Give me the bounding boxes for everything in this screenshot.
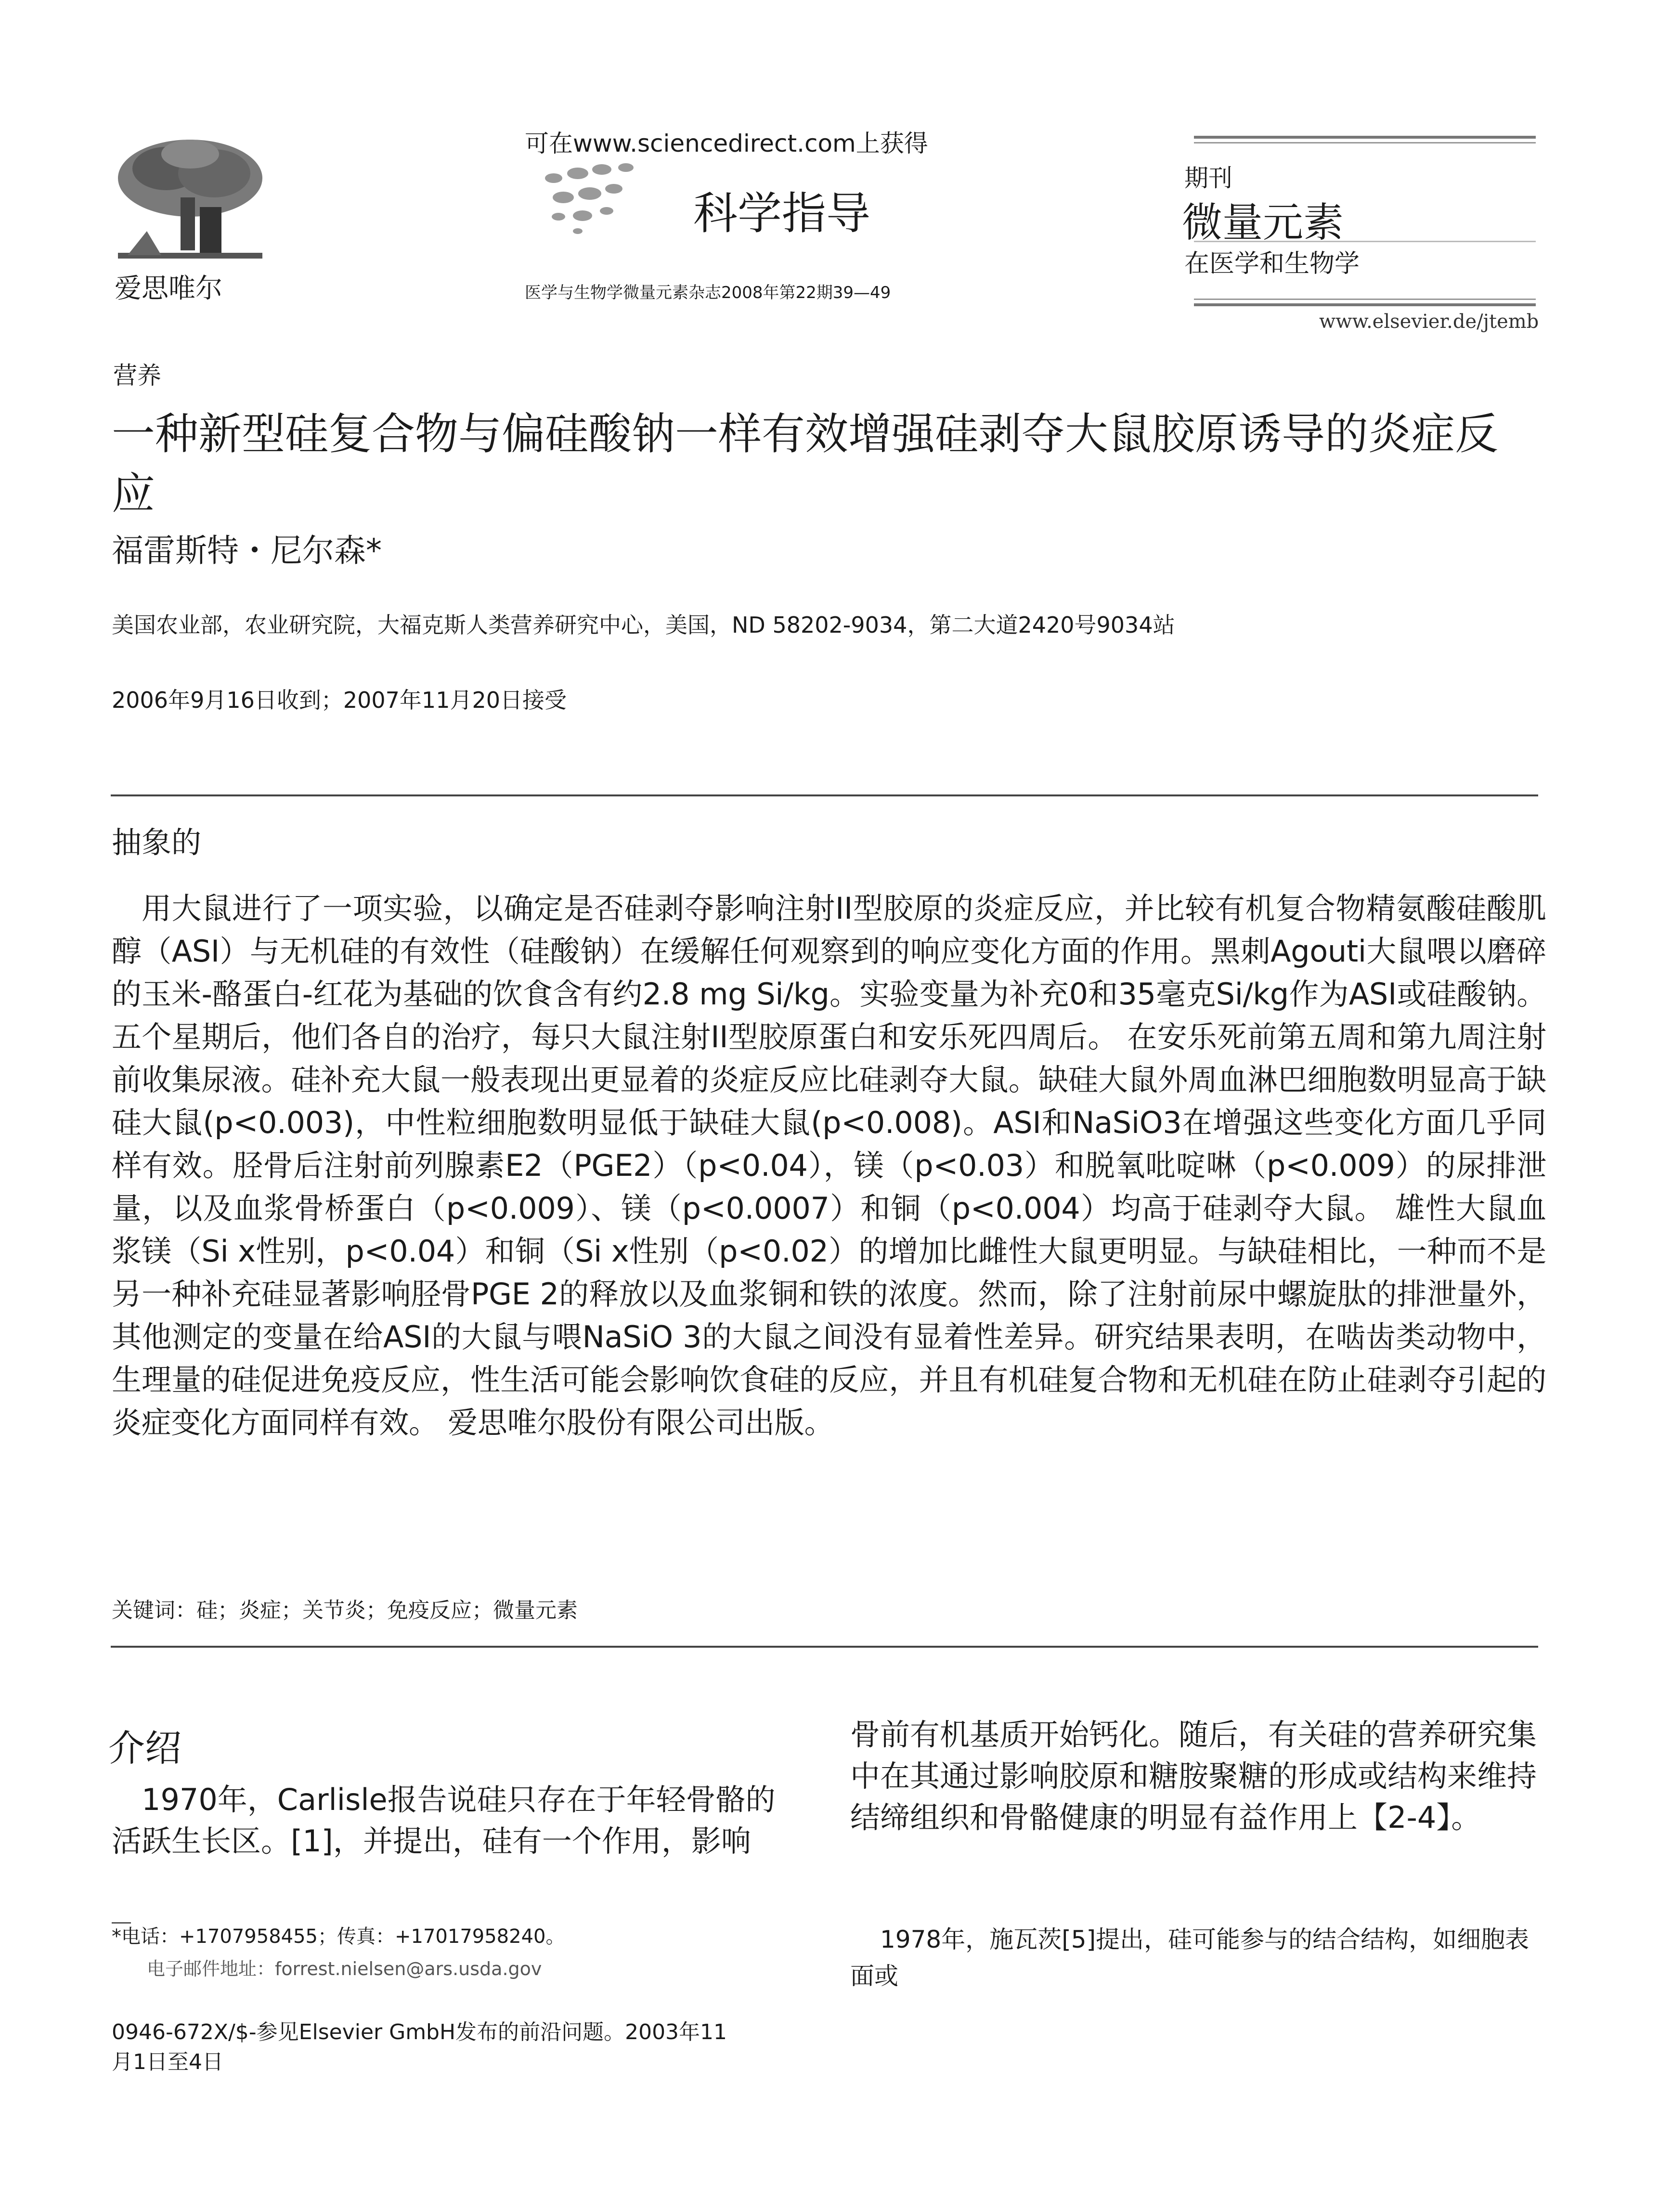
journal-label: 期刊 [1184, 164, 1232, 192]
section-label: 营养 [113, 362, 161, 390]
abstract-heading: 抽象的 [112, 825, 202, 860]
intro-paragraph-right: 骨前有机基质开始钙化。随后，有关硅的营养研究集中在其通过影响胶原和糖胺聚糖的形成或结构来维持结缔组织和骨骼健康的明显有益作用上【2-4】。 [850, 1717, 1537, 1835]
footnote-contact: *电话：+1707958455；传真：+17017958240。 [112, 1926, 565, 1948]
journal-box-rule [1194, 299, 1536, 300]
author-name: 福雷斯特・尼尔森* [112, 532, 382, 569]
issn-note: 0946-672X/$-参见Elsevier GmbH发布的前沿问题。2003年11月1日至4日 [112, 2020, 727, 2074]
abstract-body: 用大鼠进行了一项实验，以确定是否硅剥夺影响注射II型胶原的炎症反应，并比较有机复合物精氨酸硅酸肌醇（ASI）与无机硅的有效性（硅酸钠）在缓解任何观察到的响应变化方面的作用。黑刺Agouti大鼠喂以磨碎的玉米-酪蛋白-红花为基础的饮食含有约2.8 mg Si/kg。实验变量为补充0和35毫克Si/kg作为ASI或硅酸钠。五个星期后，他们各自的治疗，每只大鼠注射II型胶原蛋白和安乐死四周后。 在安乐死前第五周和第九周注射前收集尿液。硅补充大鼠一般表现出更显着的炎症反应比硅剥夺大鼠。缺硅大鼠外周血淋巴细胞数明显高于缺硅大鼠(p<0.003)，中性粒细胞数明显低于缺硅大鼠(p<0.008)。ASI和NaSiO3在增强这些变化方面几乎同样有效。胫骨后注射前列腺素E2（PGE2）（p<0.04），镁（p<0.03）和脱氧吡啶啉（p<0.009）的尿排泄量，以及血浆骨桥蛋白（p<0.009）、镁（p<0.0007）和铜（p<0.004）均高于硅剥夺大鼠。 雄性大鼠血浆镁（Si x性别，p<0.04）和铜（Si x性别（p<0.02）的增加比雌性大鼠更明显。与缺硅相比，一种而不是另一种补充硅显著影响胫骨PGE 2的释放以及血浆铜和铁的浓度。然而，除了注射前尿中螺旋肽的排泄量外，其他测定的变量在给ASI的大鼠与喂NaSiO 3的大鼠之间没有显着性差异。研究结果表明，在啮齿类动物中，生理量的硅促进免疫反应，性生活可能会影响饮食硅的反应，并且有机硅复合物和无机硅在防止硅剥夺引起的炎症变化方面同样有效。 爱思唯尔股份有限公司出版。 [112, 891, 1546, 1440]
journal-title: 微量元素 [1182, 199, 1344, 246]
intro-paragraph-right-2: 1978年，施瓦茨[5]提出，硅可能参与的结合结构，如细胞表面或 [850, 1926, 1529, 1990]
received-accepted-dates: 2006年9月16日收到；2007年11月20日接受 [112, 687, 567, 713]
journal-box-rule [1194, 136, 1536, 139]
sciencedirect-dots-icon [534, 159, 650, 241]
keywords: 关键词：硅；炎症；关节炎；免疫反应；微量元素 [112, 1598, 578, 1623]
elsevier-tree-logo [108, 135, 272, 274]
intro-heading: 介绍 [108, 1727, 181, 1770]
sciencedirect-brand: 科学指导 [693, 188, 871, 239]
journal-citation: 医学与生物学微量元素杂志2008年第22期39—49 [525, 283, 891, 302]
journal-subtitle: 在医学和生物学 [1184, 249, 1360, 278]
journal-box-rule [1194, 303, 1536, 306]
sciencedirect-availability: 可在www.sciencedirect.com上获得 [525, 130, 928, 157]
abstract-top-rule [111, 794, 1538, 796]
publisher-name: 爱思唯尔 [115, 273, 222, 304]
author-affiliation: 美国农业部，农业研究院，大福克斯人类营养研究中心，美国，ND 58202-9034，第二大道2420号9034站 [112, 612, 1175, 638]
abstract-bottom-rule [111, 1646, 1538, 1648]
journal-url-link[interactable]: www.elsevier.de/jtemb [1319, 311, 1539, 333]
footnote-email[interactable]: 电子邮件地址：forrest.nielsen@ars.usda.gov [147, 1958, 542, 1979]
intro-paragraph-left: 1970年，Carlisle报告说硅只存在于年轻骨骼的活跃生长区。[1]，并提出，硅有一个作用，影响 [112, 1782, 776, 1859]
article-title: 一种新型硅复合物与偏硅酸钠一样有效增强硅剥夺大鼠胶原诱导的炎症反应 [112, 409, 1498, 519]
journal-box-rule [1194, 142, 1536, 143]
